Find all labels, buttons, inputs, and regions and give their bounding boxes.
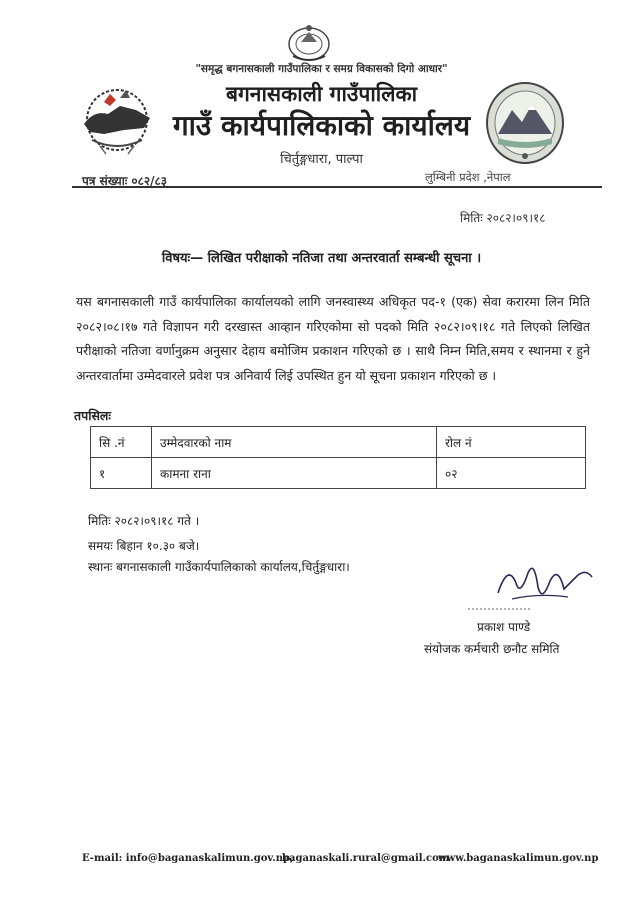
letter-date: मितिः २०८२।०९।१८ — [460, 211, 546, 225]
province-name: लुम्बिनी प्रदेश ,नेपाल — [425, 170, 511, 184]
municipality-seal-icon — [484, 80, 566, 166]
footer-gmail[interactable]: baganaskali.rural@gmail.com — [282, 853, 450, 864]
column-header-name: उम्मेदवारको नाम — [152, 427, 437, 458]
details-label: तपसिलः — [74, 408, 111, 423]
footer-email[interactable]: E-mail: info@baganaskalimun.gov.np, — [82, 853, 294, 864]
column-header-sn: सि .नं — [91, 427, 152, 458]
national-emblem-icon — [283, 20, 335, 64]
table-header-row — [91, 427, 586, 458]
municipality-name: बगनासकाली गाउँपालिका — [225, 82, 418, 106]
signatory-title: संयोजक कर्मचारी छनौट समिति — [424, 642, 560, 656]
letter-body: यस बगनासकाली गाउँ कार्यपालिका कार्यालयको लागि जनस्वास्थ्य अधिकृत पद-१ (एक) सेवा करारमा लिन मिति २०८२।०८।१७ गते विज्ञापन गरी दरखास्त आव्हान गरिएकोमा सो पदको मिति २०८२।०९।१८ गते लिएको लिखित परीक्षाको नतिजा वर्णानुक्रम अनुसार देहाय बमोजिम प्रकाशन गरिएको छ । साथै निम्न मिति,समय र स्थानमा र हुने अन्तरवार्तामा उम्मेदवारले प्रवेश पत्र अनिवार्य लिई उपस्थित हुन यो सूचना प्रकाशन गरिएको छ । — [76, 294, 590, 383]
slogan-text: "समृद्ध बगनासकाली गाउँपालिका र समग्र विकासको दिगो आधार" — [195, 63, 448, 75]
candidate-table — [90, 426, 586, 489]
signatory-name: प्रकाश पाण्डे — [477, 620, 531, 634]
column-header-roll: रोल नं — [437, 427, 586, 458]
cell-sn: १ — [91, 458, 152, 489]
cell-roll-number: ०२ — [437, 458, 586, 489]
signature-icon — [468, 553, 598, 615]
table-row — [91, 458, 586, 489]
interview-place: स्थानः बगनासकाली गाउँकार्यपालिकाको कार्यालय,चिर्तुङ्गधारा। — [88, 560, 350, 574]
reference-number: पत्र संख्याः ०८२/८३ — [82, 174, 168, 188]
nepal-map-logo-icon — [80, 80, 154, 160]
cell-candidate-name: कामना राना — [152, 458, 437, 489]
footer-website[interactable]: www.baganaskalimun.gov.np — [438, 853, 599, 864]
office-address: चिर्तुङ्गधारा, पाल्पा — [280, 152, 363, 167]
interview-date: मितिः २०८२।०९।१८ गते । — [88, 514, 200, 528]
letter-subject: विषयः— लिखित परीक्षाको नतिजा तथा अन्तरवार्ता सम्बन्धी सूचना । — [161, 251, 482, 266]
office-title: गाउँ कार्यपालिकाको कार्यालय — [172, 109, 471, 142]
interview-time: समयः बिहान १०.३० बजे। — [88, 539, 200, 553]
header-divider — [72, 186, 602, 188]
footer-contact — [82, 853, 599, 869]
